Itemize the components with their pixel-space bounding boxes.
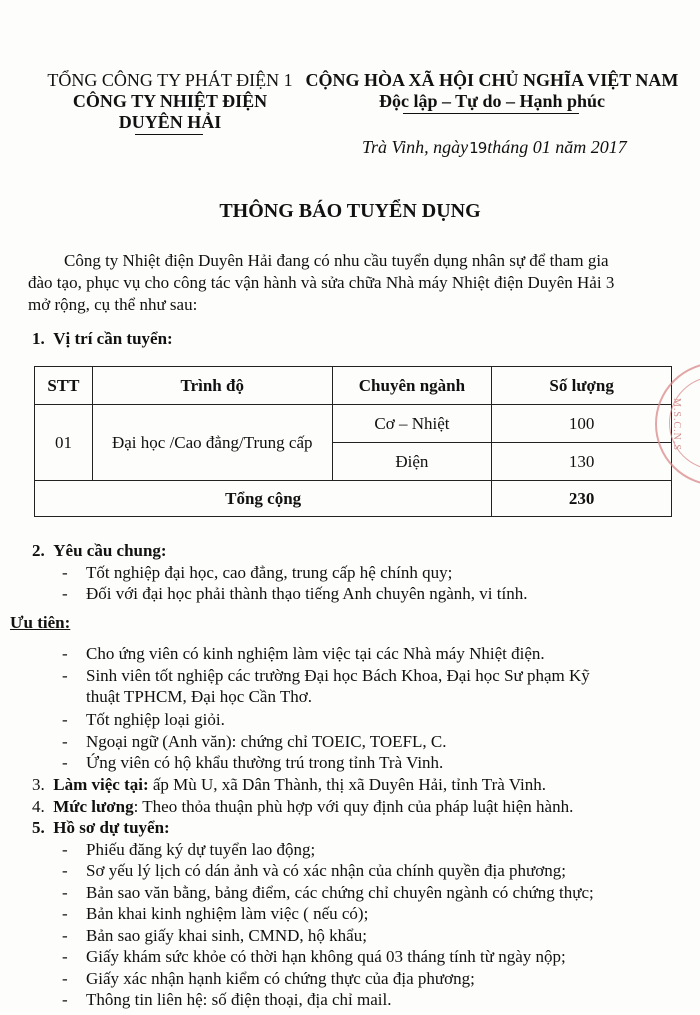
cell-quantity: 130 <box>492 443 672 481</box>
section-2-title: Yêu cầu chung: <box>53 541 167 560</box>
header-major: Chuyên ngành <box>332 367 492 405</box>
header-level: Trình độ <box>92 367 332 405</box>
intro-line-1: Công ty Nhiệt điện Duyên Hải đang có nhu cầu tuyển dụng nhân sự để tham gia <box>64 251 609 270</box>
table-header-row <box>35 367 672 405</box>
section-3-text: ấp Mù U, xã Dân Thành, thị xã Duyên Hải, tỉnh Trà Vinh. <box>148 775 546 794</box>
org-underline <box>135 134 203 135</box>
section-5-heading <box>32 818 170 838</box>
intro-line-3: mở rộng, cụ thể như sau: <box>28 295 198 314</box>
cell-quantity: 100 <box>492 405 672 443</box>
header-quantity: Số lượng <box>492 367 672 405</box>
section-3-number: 3. <box>32 775 45 794</box>
parent-company: TỔNG CÔNG TY PHÁT ĐIỆN 1 <box>47 70 293 90</box>
section-2-heading <box>32 541 167 561</box>
table-total-row <box>35 481 672 517</box>
cell-major: Cơ – Nhiệt <box>332 405 492 443</box>
header-stt: STT <box>35 367 93 405</box>
intro-line-2: đào tạo, phục vụ cho công tác vận hành và sửa chữa Nhà máy Nhiệt điện Duyên Hải 3 <box>28 273 615 292</box>
section-1-number: 1. <box>32 329 45 348</box>
recruitment-table <box>34 366 672 517</box>
section-5-title: Hồ sơ dự tuyển: <box>53 818 170 837</box>
section-1-heading <box>32 329 173 349</box>
section-4-text: : Theo thỏa thuận phù hợp với quy định của pháp luật hiện hành. <box>133 797 574 816</box>
country-name: CỘNG HÒA XÃ HỘI CHỦ NGHĨA VIỆT NAM <box>305 70 679 90</box>
cell-major: Điện <box>332 443 492 481</box>
date-line: Trà Vinh, ngày19tháng 01 năm 2017 <box>362 137 627 157</box>
cell-level: Đại học /Cao đẳng/Trung cấp <box>92 405 332 481</box>
cell-stt: 01 <box>35 405 93 481</box>
company-name: CÔNG TY NHIỆT ĐIỆN <box>72 91 268 111</box>
document-title: THÔNG BÁO TUYỂN DỤNG <box>219 200 481 222</box>
national-motto-block <box>292 70 692 112</box>
total-label: Tổng cộng <box>35 481 492 517</box>
motto: Độc lập – Tự do – Hạnh phúc <box>378 91 606 111</box>
section-1-title: Vị trí cần tuyển: <box>53 329 173 348</box>
handwritten-day: 19 <box>469 139 487 157</box>
section-4-label: Mức lương <box>53 797 134 816</box>
section-4 <box>32 797 573 817</box>
motto-underline <box>403 113 579 114</box>
company-name-2: DUYÊN HẢI <box>118 112 222 132</box>
total-value: 230 <box>492 481 672 517</box>
seal-text: M.S.C.N.S <box>671 398 682 451</box>
table-row <box>35 405 672 443</box>
section-3 <box>32 775 546 795</box>
section-4-number: 4. <box>32 797 45 816</box>
organization-block <box>10 70 330 133</box>
priority-heading: Ưu tiên: <box>10 613 71 632</box>
section-2-number: 2. <box>32 541 45 560</box>
section-3-label: Làm việc tại: <box>53 775 149 794</box>
section-5-number: 5. <box>32 818 45 837</box>
